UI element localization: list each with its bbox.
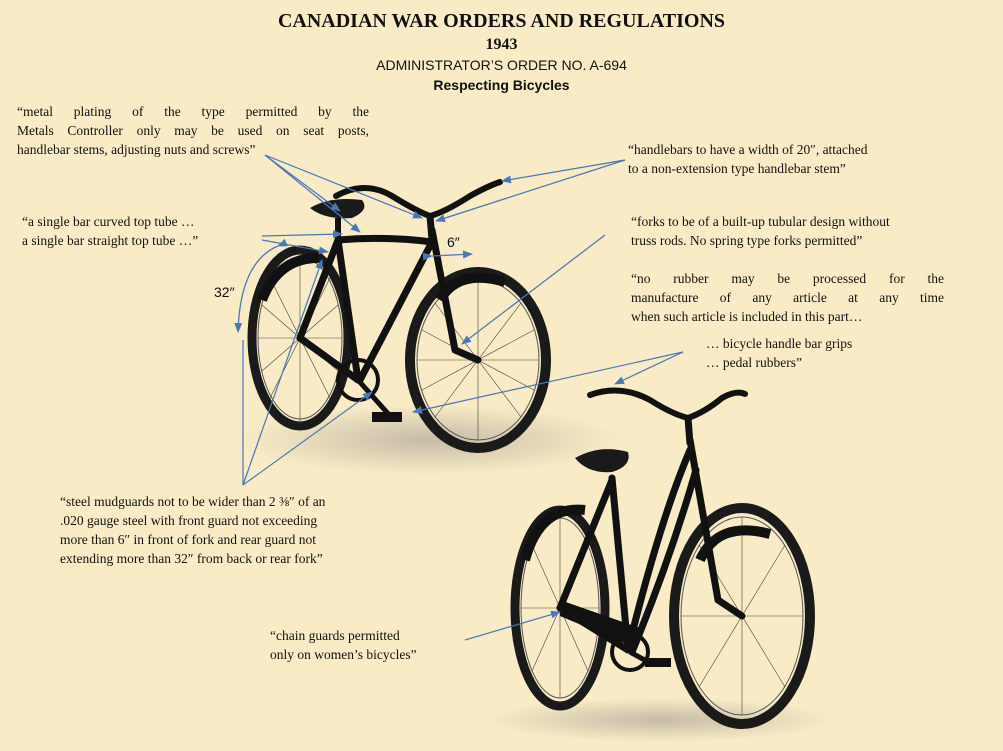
rubber-note bbox=[631, 269, 944, 326]
plating-note bbox=[17, 102, 369, 159]
grips-note bbox=[706, 334, 852, 372]
plating-note-line: “metal plating of the type permitted by the bbox=[17, 104, 369, 119]
grips-note-line: … pedal rubbers” bbox=[706, 355, 802, 370]
mudguards-note bbox=[60, 492, 325, 568]
mudguards-note-line: more than 6″ in front of fork and rear guard not bbox=[60, 532, 317, 547]
chain-guards-note-line: “chain guards permitted bbox=[270, 628, 400, 643]
mudguards-note-line: “steel mudguards not to be wider than 2 ⅜″ of an bbox=[60, 494, 326, 509]
chain-guards-note bbox=[270, 626, 417, 664]
forks-note-line: truss rods. No spring type forks permitted” bbox=[631, 233, 863, 248]
grips-note-line: … bicycle handle bar grips bbox=[706, 336, 853, 351]
rear-guard-dimension-label: 32″ bbox=[214, 284, 235, 300]
mudguards-note-line: .020 gauge steel with front guard not exceeding bbox=[60, 513, 318, 528]
plating-note-line: handlebar stems, adjusting nuts and screws” bbox=[17, 142, 256, 157]
order-subject: Respecting Bicycles bbox=[433, 77, 570, 93]
page-year: 1943 bbox=[485, 36, 518, 53]
front-guard-dimension-label: 6″ bbox=[447, 234, 460, 250]
forks-note-line: “forks to be of a built-up tubular design without bbox=[631, 214, 890, 229]
chain-guards-note-line: only on women’s bicycles” bbox=[270, 647, 417, 662]
handlebars-note-line: to a non-extension type handlebar stem” bbox=[628, 161, 846, 176]
mudguards-note-line: extending more than 32″ from back or rear fork” bbox=[60, 551, 323, 566]
rubber-note-line: when such article is included in this part… bbox=[631, 309, 863, 324]
rubber-note-line: “no rubber may be processed for the bbox=[631, 271, 944, 286]
top-tube-note bbox=[22, 212, 198, 250]
plating-note-line: Metals Controller only may be used on seat posts, bbox=[17, 123, 369, 138]
page-title: CANADIAN WAR ORDERS AND REGULATIONS bbox=[277, 10, 726, 32]
order-number: ADMINISTRATOR’S ORDER NO. A-694 bbox=[376, 57, 627, 73]
handlebars-note bbox=[628, 140, 868, 178]
mens-bicycle-illustration bbox=[240, 182, 620, 475]
forks-note bbox=[631, 212, 890, 250]
rubber-note-line: manufacture of any article at any time bbox=[631, 290, 944, 305]
top-tube-note-line: a single bar straight top tube …” bbox=[22, 233, 199, 248]
top-tube-note-line: “a single bar curved top tube … bbox=[22, 214, 195, 229]
handlebars-note-line: “handlebars to have a width of 20″, attached bbox=[628, 142, 868, 157]
